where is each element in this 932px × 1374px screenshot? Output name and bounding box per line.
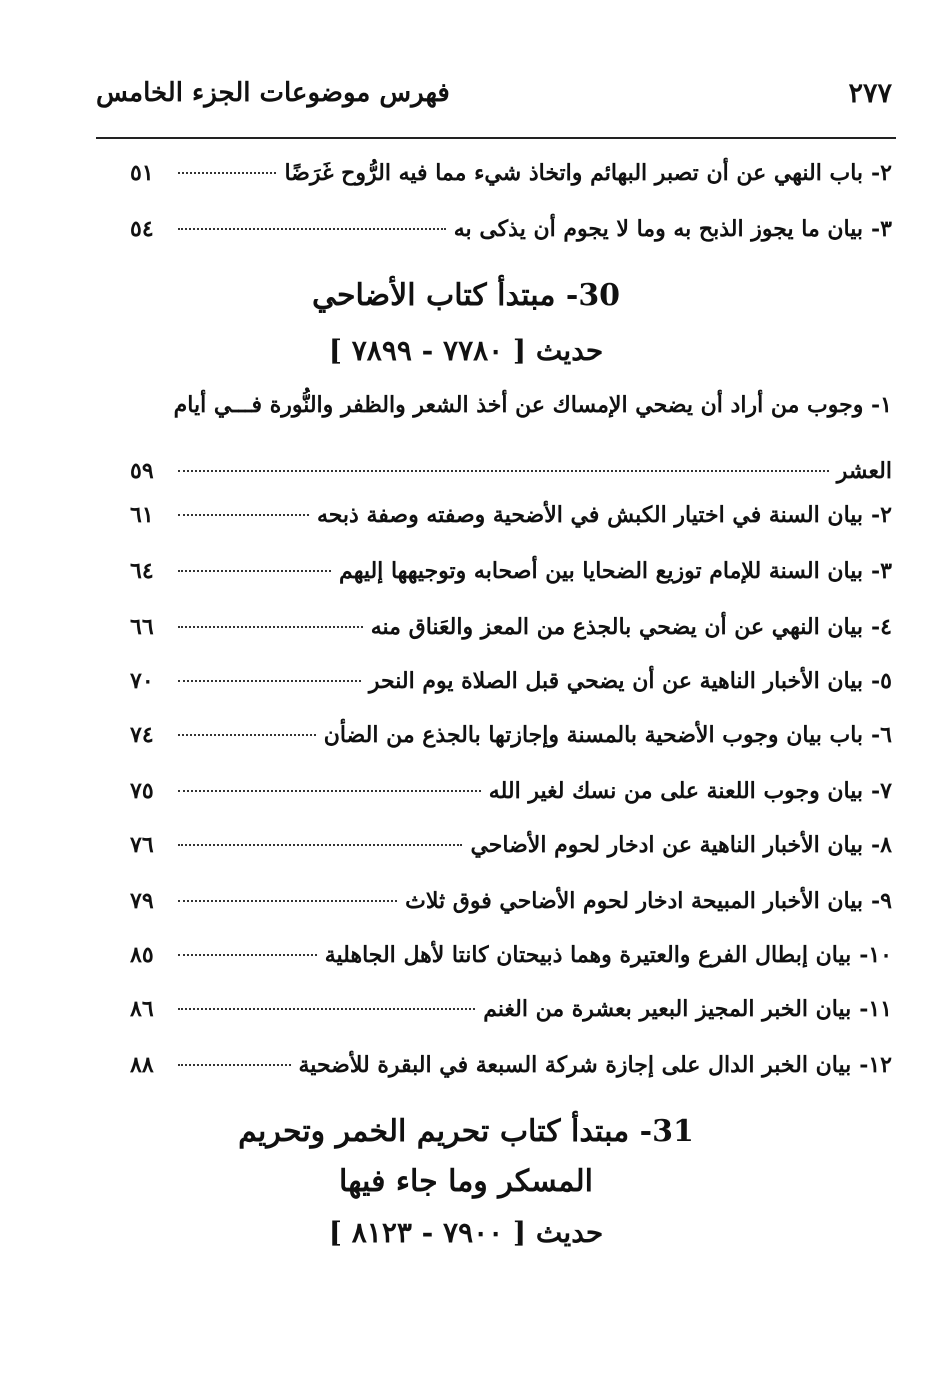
- entry-line: [130, 392, 892, 432]
- entry-page: ٧٥: [130, 778, 154, 804]
- entry-page: ٧٦: [130, 832, 154, 858]
- entry-title: بيان النهي عن أن يضحي بالجذع من المعز والعَناق منه: [370, 614, 864, 640]
- entry-number: ١١-: [859, 996, 892, 1022]
- toc-entry[interactable]: [130, 558, 892, 598]
- dot-leader: [178, 1064, 291, 1066]
- entry-number: ٢-: [871, 160, 892, 186]
- entry-title: بيان الأخبار المبيحة ادخار لحوم الأضاحي فوق ثلاث: [405, 888, 864, 914]
- toc-entry[interactable]: [130, 668, 892, 708]
- entry-page: ٦٤: [130, 558, 154, 584]
- entry-title: باب بيان وجوب الأضحية بالمسنة وإجازتها بالجذع من الضأن: [323, 722, 864, 748]
- dot-leader: [178, 172, 276, 174]
- dot-leader: [178, 626, 363, 628]
- entry-title: بيان الخبر الدال على إجازة شركة السبعة في البقرة للأضحية: [298, 1052, 852, 1078]
- entry-line: [130, 458, 892, 498]
- entry-page: ٥٩: [130, 458, 154, 484]
- entry-page: ٦٦: [130, 614, 154, 640]
- entry-number: ٩-: [871, 888, 892, 914]
- dot-leader: [178, 734, 316, 736]
- page-number: ٢٧٧: [848, 78, 892, 109]
- entry-title: وجوب من أراد أن يضحي الإمساك عن أخذ الشعر والظفر والنُّورة فـــي أيام: [173, 392, 864, 418]
- book-heading: 31- مبتدأ كتاب تحريم الخمر وتحريم: [238, 1114, 694, 1149]
- entry-page: ٨٨: [130, 1052, 154, 1078]
- entry-title: باب النهي عن أن تصبر البهائم واتخاذ شيء مما فيه الرُّوح غَرَضًا: [284, 160, 864, 186]
- header-divider: [96, 137, 896, 139]
- entry-number: ٧-: [871, 778, 892, 804]
- page-header: [96, 78, 892, 122]
- toc-entry[interactable]: [130, 888, 892, 928]
- entry-title: بيان الخبر المجيز البعير بعشرة من الغنم: [483, 996, 852, 1022]
- toc-entry[interactable]: [130, 942, 892, 982]
- entry-title: بيان السنة في اختيار الكبش في الأضحية وصفته وصفة ذبحه: [316, 502, 864, 528]
- entry-title: بيان إبطال الفرع والعتيرة وهما ذبيحتان كانتا لأهل الجاهلية: [324, 942, 852, 968]
- entry-page: ٥٤: [130, 216, 154, 242]
- dot-leader: [178, 570, 331, 572]
- entry-page: ٨٥: [130, 942, 154, 968]
- toc-entry[interactable]: [130, 722, 892, 762]
- dot-leader: [178, 514, 309, 516]
- dot-leader: [178, 790, 481, 792]
- toc-entry[interactable]: [130, 996, 892, 1036]
- entry-page: ٥١: [130, 160, 154, 186]
- entry-number: ١-: [871, 392, 892, 418]
- toc-entry[interactable]: [130, 160, 892, 200]
- dot-leader: [178, 1008, 475, 1010]
- entry-title: بيان ما يجوز الذبح به وما لا يجوم أن يذكى به: [453, 216, 864, 242]
- entry-number: ١٠-: [859, 942, 892, 968]
- entry-number: ٣-: [871, 558, 892, 584]
- toc-entry[interactable]: [130, 392, 892, 498]
- hadith-range: حديث [ ٧٧٨٠ - ٧٨٩٩ ]: [328, 334, 604, 367]
- entry-number: ٥-: [871, 668, 892, 694]
- book-heading: 30- مبتدأ كتاب الأضاحي: [311, 278, 621, 313]
- toc-entry[interactable]: [130, 502, 892, 542]
- entry-title: بيان وجوب اللعنة على من نسك لغير الله: [488, 778, 864, 804]
- toc-entry[interactable]: [130, 216, 892, 256]
- entry-number: ١٢-: [859, 1052, 892, 1078]
- entry-number: ٤-: [871, 614, 892, 640]
- dot-leader: [178, 844, 462, 846]
- book-heading-continued: المسكر وما جاء فيها: [339, 1164, 593, 1199]
- dot-leader: [178, 900, 397, 902]
- entry-page: ٧٤: [130, 722, 154, 748]
- entry-title: بيان السنة للإمام توزيع الضحايا بين أصحابه وتوجيهها إليهم: [339, 558, 864, 584]
- entry-number: ٦-: [871, 722, 892, 748]
- dot-leader: [178, 954, 317, 956]
- entry-number: ٢-: [871, 502, 892, 528]
- entry-number: ٣-: [871, 216, 892, 242]
- entry-page: ٨٦: [130, 996, 154, 1022]
- entry-page: ٦١: [130, 502, 154, 528]
- toc-entry[interactable]: [130, 1052, 892, 1092]
- toc-entry[interactable]: [130, 778, 892, 818]
- dot-leader: [178, 680, 361, 682]
- entry-title-continued: العشر: [836, 458, 892, 484]
- toc-entry[interactable]: [130, 832, 892, 872]
- entry-title: بيان الأخبار الناهية عن ادخار لحوم الأضاحي: [470, 832, 864, 858]
- entry-number: ٨-: [871, 832, 892, 858]
- entry-page: ٧٩: [130, 888, 154, 914]
- entry-page: ٧٠: [130, 668, 154, 694]
- running-title: فهرس موضوعات الجزء الخامس: [96, 78, 450, 108]
- hadith-range: حديث [ ٧٩٠٠ - ٨١٢٣ ]: [328, 1216, 604, 1249]
- dot-leader: [178, 228, 446, 230]
- toc-entry[interactable]: [130, 614, 892, 654]
- dot-leader: [178, 470, 829, 472]
- entry-title: بيان الأخبار الناهية عن أن يضحي قبل الصلاة يوم النحر: [368, 668, 864, 694]
